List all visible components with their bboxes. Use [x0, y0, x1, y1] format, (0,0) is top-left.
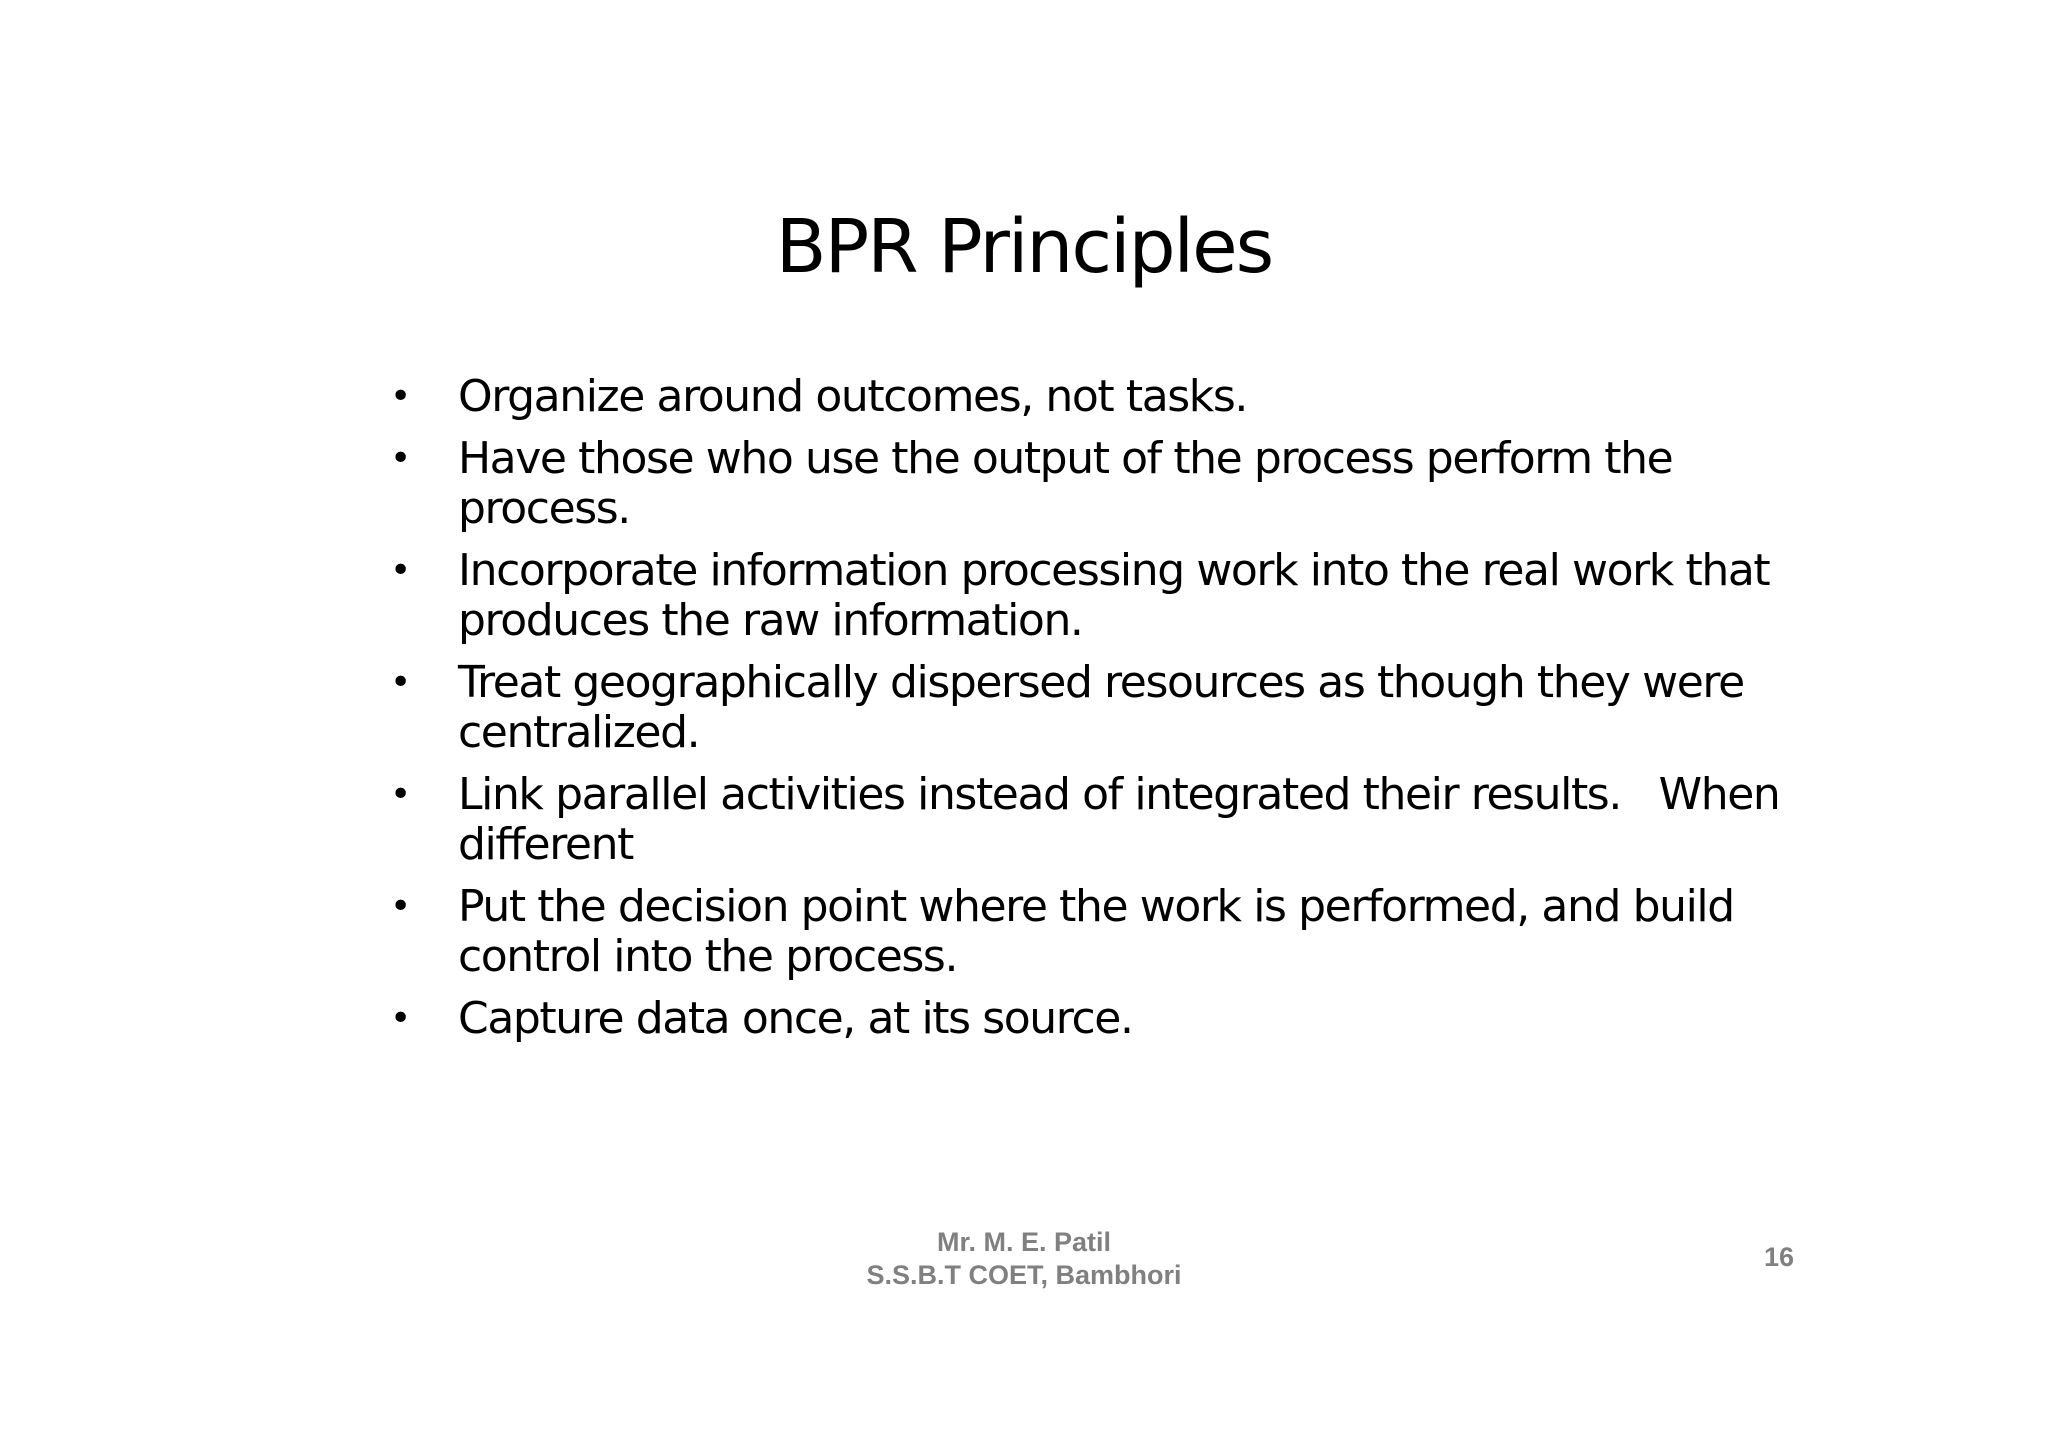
bullet-line: Capture data once, at its source. [458, 993, 1133, 1044]
bullet-list [390, 372, 1790, 1056]
bullet-item [390, 882, 1790, 982]
bullet-icon: • [390, 550, 410, 591]
footer-author: Mr. M. E. Patil [936, 1227, 1112, 1257]
bullet-icon: • [390, 774, 410, 815]
bullet-icon: • [390, 662, 410, 703]
bullet-icon: • [390, 376, 410, 417]
page-number: 16 [1764, 1242, 1795, 1272]
slide-title: BPR Principles [775, 204, 1273, 290]
bullet-line: Have those who use the output of the process perform the [458, 433, 1673, 484]
bullet-icon: • [390, 886, 410, 927]
bullet-line: Put the decision point where the work is performed, and build [458, 881, 1734, 932]
bullet-line: centralized. [458, 707, 700, 758]
bullet-item [390, 434, 1790, 534]
bullet-item [390, 546, 1790, 646]
bullet-item [390, 994, 1790, 1044]
bullet-icon: • [390, 438, 410, 479]
bullet-item [390, 658, 1790, 758]
footer-institution: S.S.B.T COET, Bambhori [866, 1260, 1182, 1290]
bullet-item [390, 770, 1790, 870]
bullet-line: Link parallel activities instead of integrated their results. When [458, 769, 1780, 820]
bullet-line: control into the process. [458, 931, 958, 982]
bullet-line: different [458, 819, 633, 870]
bullet-line: Incorporate information processing work into the real work that [458, 545, 1770, 596]
bullet-line: Organize around outcomes, not tasks. [458, 371, 1247, 422]
bullet-item [390, 372, 1790, 422]
footer [0, 1226, 2048, 1292]
bullet-icon: • [390, 998, 410, 1039]
bullet-line: Treat geographically dispersed resources as though they were [458, 657, 1744, 708]
bullet-line: produces the raw information. [458, 595, 1083, 646]
bullet-line: process. [458, 483, 630, 534]
